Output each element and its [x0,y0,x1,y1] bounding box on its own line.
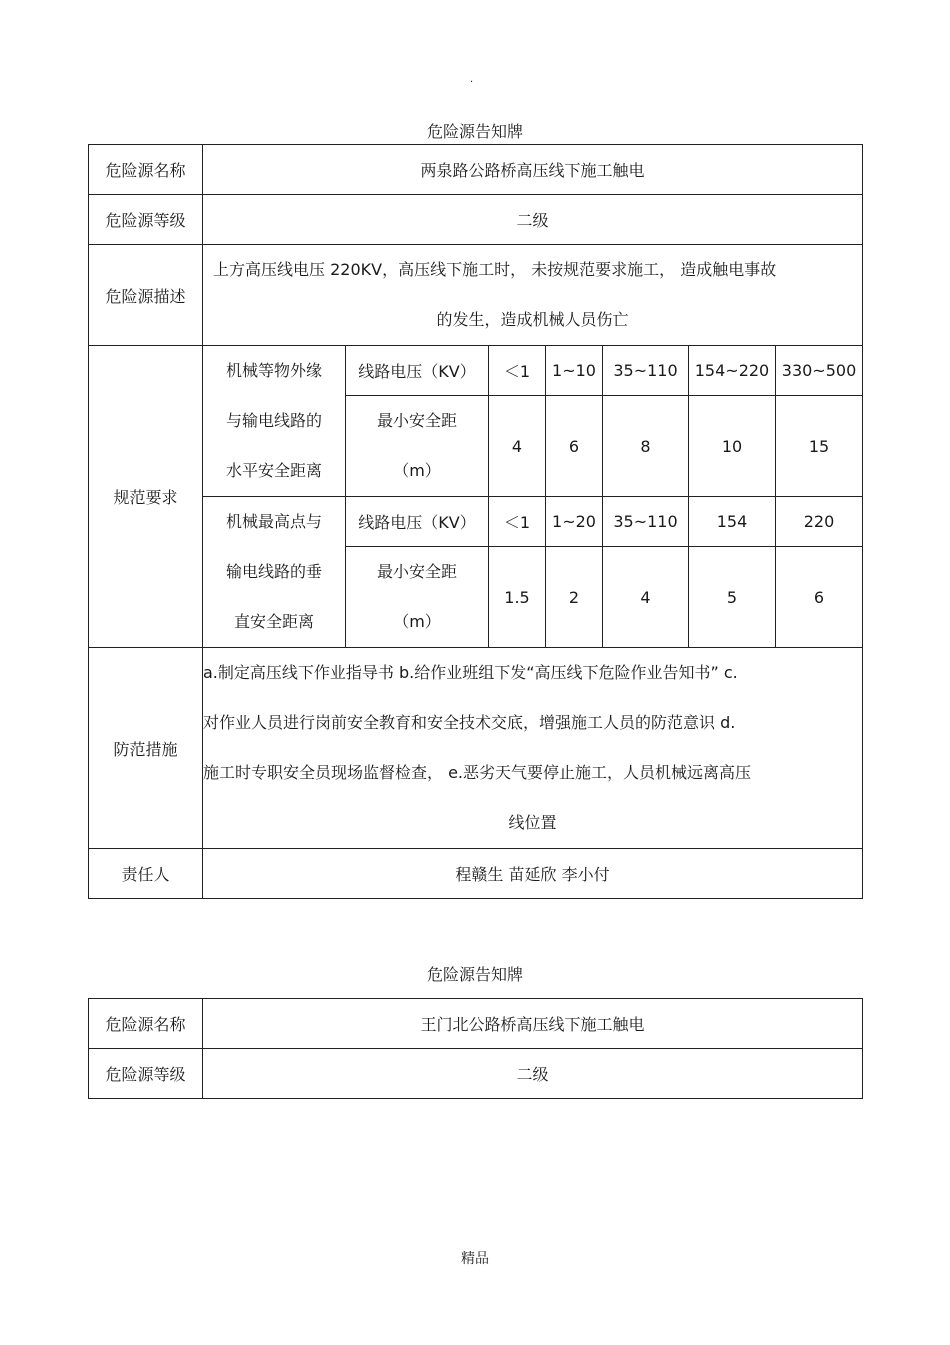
horizontal-voltage-cell: 330~500 [776,346,863,396]
horizontal-distance-cell: 6 [546,396,603,497]
vertical-distance-cell: 1.5 [489,547,546,648]
page-footer: 精品 [461,1251,489,1267]
horizontal-label-line: 机械等物外缘 [225,361,322,380]
hazard-name-value: 两泉路公路桥高压线下施工触电 [203,145,863,195]
horizontal-distance-cell: 8 [603,396,689,497]
measures-line: 对作业人员进行岗前安全教育和安全技术交底，增强施工人员的防范意识 d. [203,713,736,732]
horizontal-label-line: 与输电线路的 [225,411,322,430]
horizontal-distance-label-cell [346,396,489,497]
vertical-distance-label-line: （m） [393,612,441,631]
vertical-label-line: 机械最高点与 [225,512,322,531]
hazard-desc-value [203,245,863,346]
horizontal-distance-label-line: 最小安全距 [376,411,457,430]
vertical-voltage-cell: 1~20 [546,497,603,547]
measures-line: 线位置 [508,813,557,832]
vertical-distance-cell: 2 [546,547,603,648]
vertical-voltage-cell: 35~110 [603,497,689,547]
vertical-voltage-cell: 220 [776,497,863,547]
vertical-distance-cell: 6 [776,547,863,648]
horizontal-voltage-cell: 35~110 [603,346,689,396]
hazard-desc-label: 危险源描述 [89,245,203,346]
requirements-label: 规范要求 [89,346,203,648]
responsible-label: 责任人 [89,849,203,899]
hazard-name-label: 危险源名称 [89,145,203,195]
horizontal-distance-cell: 4 [489,396,546,497]
horizontal-distance-label-line: （m） [393,461,441,480]
hazard-desc-line-2: 的发生，造成机械人员伤亡 [436,310,629,329]
horizontal-distance-label [203,346,346,497]
horizontal-distance-cell: 15 [776,396,863,497]
hazard-card-1 [88,144,863,899]
vertical-label-line: 直安全距离 [233,612,314,631]
vertical-distance-label-cell [346,547,489,648]
hazard-name-label: 危险源名称 [89,999,203,1049]
hazard-level-label: 危险源等级 [89,1049,203,1099]
horizontal-distance-cell: 10 [689,396,776,497]
vertical-voltage-label: 线路电压（KV） [346,497,489,547]
measures-label: 防范措施 [89,648,203,849]
hazard-desc-line-1: 上方高压线电压 220KV，高压线下施工时， 未按规范要求施工， 造成触电事故 [213,260,777,279]
vertical-label-line: 输电线路的垂 [225,562,322,581]
vertical-distance-cell: 5 [689,547,776,648]
horizontal-voltage-label: 线路电压（KV） [346,346,489,396]
vertical-distance-label-line: 最小安全距 [376,562,457,581]
horizontal-voltage-cell: 1~10 [546,346,603,396]
vertical-distance-label [203,497,346,648]
vertical-distance-cell: 4 [603,547,689,648]
horizontal-voltage-cell: 154~220 [689,346,776,396]
measures-value [203,648,863,849]
responsible-value: 程赣生 苗延欣 李小付 [203,849,863,899]
vertical-voltage-cell: 154 [689,497,776,547]
card2-title: 危险源告知牌 [426,965,523,984]
page-mark: . [470,74,474,85]
measures-line: 施工时专职安全员现场监督检查， e.恶劣天气要停止施工，人员机械远离高压 [203,763,752,782]
hazard-level-label: 危险源等级 [89,195,203,245]
vertical-voltage-cell: ＜1 [489,497,546,547]
hazard-card-2 [88,998,863,1099]
hazard-level-value: 二级 [203,1049,863,1099]
hazard-name-value: 王门北公路桥高压线下施工触电 [203,999,863,1049]
card1-title: 危险源告知牌 [426,122,523,141]
horizontal-label-line: 水平安全距离 [225,461,322,480]
hazard-level-value: 二级 [203,195,863,245]
horizontal-voltage-cell: ＜1 [489,346,546,396]
measures-line: a.制定高压线下作业指导书 b.给作业班组下发“高压线下危险作业告知书” c. [203,663,738,682]
